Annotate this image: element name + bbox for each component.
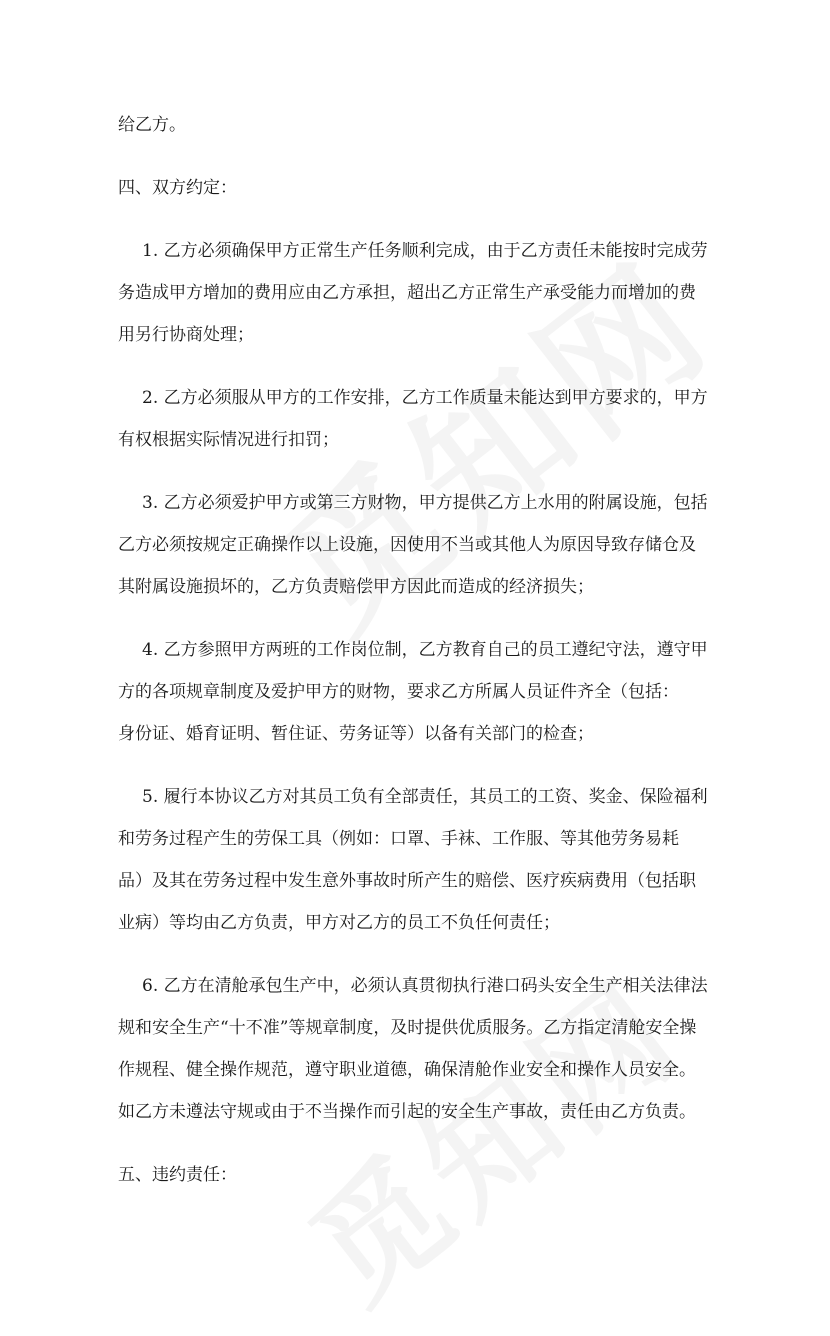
clause-5 — [118, 776, 718, 944]
clause-line: 如乙方未遵法守规或由于不当操作而引起的安全生产事故，责任由乙方负责。 — [118, 1102, 696, 1122]
clause-4 — [118, 629, 718, 755]
document-body — [118, 104, 718, 1196]
clause-line: 5. 履行本协议乙方对其员工负有全部责任，其员工的工资、奖金、保险福利 — [142, 787, 708, 807]
clause-line: 4. 乙方参照甲方两班的工作岗位制，乙方教育自己的员工遵纪守法，遵守甲 — [142, 640, 708, 660]
clause-line: 和劳务过程产生的劳保工具（例如：口罩、手袜、工作服、等其他劳务易耗 — [118, 829, 679, 849]
clause-line: 方的各项规章制度及爱护甲方的财物，要求乙方所属人员证件齐全（包括： — [118, 682, 679, 702]
clause-line: 务造成甲方增加的费用应由乙方承担，超出乙方正常生产承受能力而增加的费 — [118, 283, 696, 303]
clause-2 — [118, 377, 718, 461]
continuation-text: 给乙方。 — [118, 115, 186, 135]
clause-line: 作规程、健全操作规范，遵守职业道德，确保清舱作业安全和操作人员安全。 — [118, 1060, 696, 1080]
clause-line: 有权根据实际情况进行扣罚； — [118, 430, 339, 450]
clause-line: 用另行协商处理； — [118, 325, 254, 345]
clause-line: 身份证、婚育证明、暂住证、劳务证等）以备有关部门的检查； — [118, 724, 594, 744]
clause-line: 3. 乙方必须爱护甲方或第三方财物，甲方提供乙方上水用的附属设施，包括 — [142, 493, 708, 513]
clause-line: 乙方必须按规定正确操作以上设施，因使用不当或其他人为原因导致存储仓及 — [118, 535, 696, 555]
section-heading: 四、双方约定： — [118, 178, 237, 198]
clause-line: 1. 乙方必须确保甲方正常生产任务顺利完成，由于乙方责任未能按时完成劳 — [142, 241, 708, 261]
clause-line: 业病）等均由乙方负责，甲方对乙方的员工不负任何责任； — [118, 913, 560, 933]
clause-line: 规和安全生产“十不准”等规章制度，及时提供优质服务。乙方指定清舱安全操 — [118, 1018, 697, 1038]
clause-6 — [118, 965, 718, 1133]
clause-3 — [118, 482, 718, 608]
section-heading: 五、违约责任： — [118, 1165, 237, 1185]
clause-line: 2. 乙方必须服从甲方的工作安排，乙方工作质量未能达到甲方要求的，甲方 — [142, 388, 708, 408]
clause-line: 6. 乙方在清舱承包生产中，必须认真贯彻执行港口码头安全生产相关法律法 — [142, 976, 708, 996]
clause-line: 其附属设施损坏的，乙方负责赔偿甲方因此而造成的经济损失； — [118, 577, 594, 597]
clause-line: 品）及其在劳务过程中发生意外事故时所产生的赔偿、医疗疾病费用（包括职 — [118, 871, 696, 891]
clause-1 — [118, 230, 718, 356]
